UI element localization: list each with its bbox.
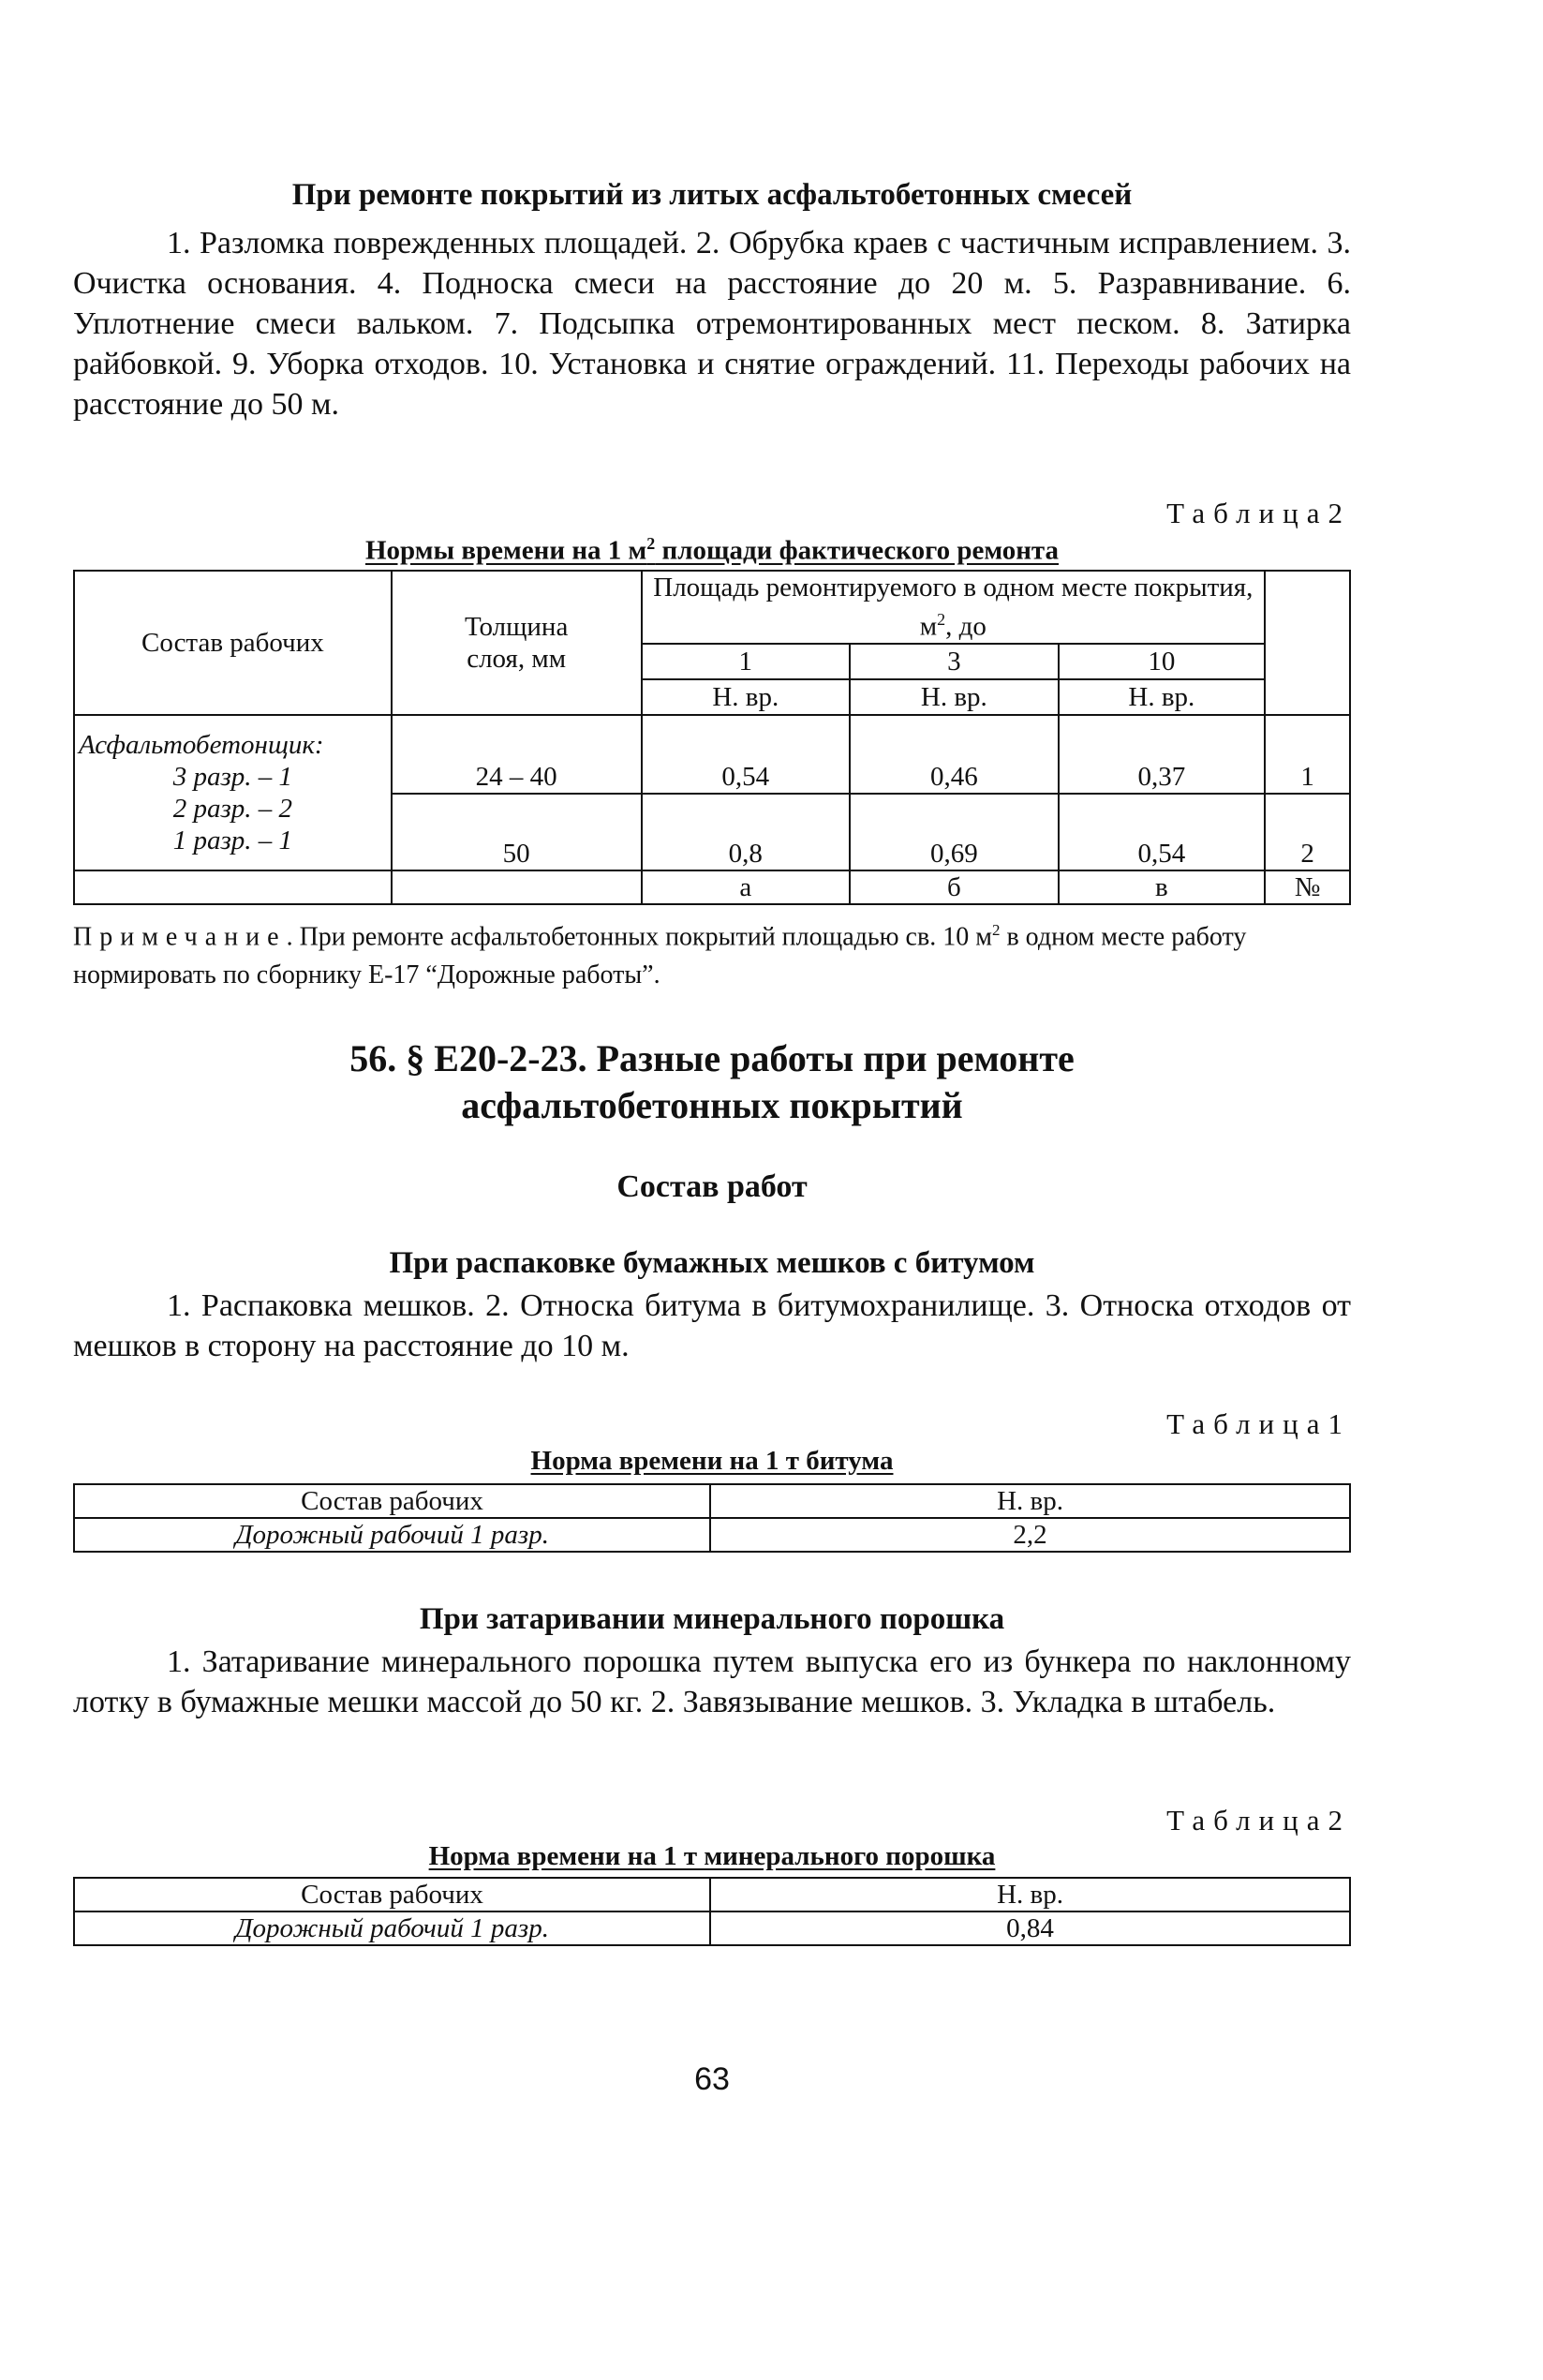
unit-label: Н. вр. (642, 679, 851, 715)
header-norm: Н. вр. (710, 1878, 1350, 1911)
area-value: 3 (850, 644, 1059, 679)
norm-cell: 0,54 (1059, 794, 1266, 870)
blank-cell (74, 870, 392, 904)
unit-label: Н. вр. (1059, 679, 1266, 715)
table-label: Таблица2 (1166, 1804, 1351, 1837)
norm-cell: 2,2 (710, 1518, 1350, 1552)
header-composition: Состав рабочих (74, 1484, 710, 1518)
row-number: 2 (1265, 794, 1350, 870)
norm-cell: 0,54 (642, 715, 851, 794)
section-title: 56. § Е20-2-23. Разные работы при ремонте асфальтобетонных покрытий (349, 1037, 1075, 1126)
column-letter: в (1059, 870, 1266, 904)
table-caption: Норма времени на 1 т битума (530, 1446, 894, 1476)
header-area: Площадь ремонтируемого в одном месте покрытия, $м^2$, до (642, 571, 1266, 644)
section-heading-mineral-powder: При затаривании минерального порошка (419, 1602, 1005, 1636)
section-body-bitumen: 1. Распаковка мешков. 2. Относка битума в битумохранилище. 3. Относка отходов от мешков в сторону на расстояние до 10 м. (73, 1288, 1351, 1363)
norms-table-mineral-powder (73, 1877, 1351, 1946)
worker-cell: Дорожный рабочий 1 разр. (74, 1911, 710, 1945)
section-body-cast-asphalt: 1. Разломка поврежденных площадей. 2. Обрубка краев с частичным исправлением. 3. Очистка основания. 4. Подноска смеси на расстояние до 20 м. 5. Разравнивание. 6. Уплотнение смеси вальком. 7. Подсыпка отремонтированных мест песком. 8. Затирка райбовкой. 9. Уборка отходов. 10. Установка и снятие ограждений. 11. Переходы рабочих на расстояние до 50 м. (73, 226, 1351, 422)
header-thickness: Толщина слоя, мм (392, 571, 642, 715)
table-caption: Норма времени на 1 т минерального порошка (428, 1841, 996, 1871)
area-value: 10 (1059, 644, 1266, 679)
norm-cell: 0,84 (710, 1911, 1350, 1945)
section-heading-bitumen: При распаковке бумажных мешков с битумом (389, 1246, 1035, 1280)
thickness-cell: 24 – 40 (392, 715, 642, 794)
area-value: 1 (642, 644, 851, 679)
table-label: Таблица2 (1166, 497, 1351, 529)
norms-table-cast-asphalt (73, 570, 1351, 905)
section-heading-cast-asphalt: При ремонте покрытий из литых асфальтобетонных смесей (291, 178, 1133, 212)
norm-cell: 0,8 (642, 794, 851, 870)
unit-label: Н. вр. (850, 679, 1059, 715)
blank-cell (392, 870, 642, 904)
norm-cell: 0,46 (850, 715, 1059, 794)
section-subtitle: Состав работ (616, 1169, 808, 1204)
norm-cell: 0,37 (1059, 715, 1266, 794)
row-number: 1 (1265, 715, 1350, 794)
header-composition: Состав рабочих (74, 1878, 710, 1911)
number-label: № (1265, 870, 1350, 904)
norms-table-bitumen (73, 1483, 1351, 1553)
header-composition: Состав рабочих (74, 571, 392, 715)
worker-composition: Асфальтобетонщик: 3 разр. – 1 2 разр. – 2 1 разр. – 1 (74, 715, 392, 870)
document-page (73, 0, 1351, 2380)
norm-cell: 0,69 (850, 794, 1059, 870)
section-body-mineral-powder: 1. Затаривание минерального порошка путем выпуска его из бункера по наклонному лотку в бумажные мешки массой до 50 кг. 2. Завязывание мешков. 3. Укладка в штабель. (73, 1644, 1351, 1719)
table-note: Примечание. При ремонте асфальтобетонных покрытий площадью св. 10 $м^2$ в одном месте работу нормировать по сборнику Е-17 “Дорожные работы”. (73, 921, 1247, 990)
column-letter: а (642, 870, 851, 904)
table-caption: Нормы времени на 1 $м^2$ площади фактического ремонта (364, 534, 1060, 566)
header-number-blank (1265, 571, 1350, 715)
table-label: Таблица1 (1166, 1407, 1351, 1440)
worker-cell: Дорожный рабочий 1 разр. (74, 1518, 710, 1552)
thickness-cell: 50 (392, 794, 642, 870)
column-letter: б (850, 870, 1059, 904)
page-number: 63 (694, 2061, 730, 2097)
header-norm: Н. вр. (710, 1484, 1350, 1518)
